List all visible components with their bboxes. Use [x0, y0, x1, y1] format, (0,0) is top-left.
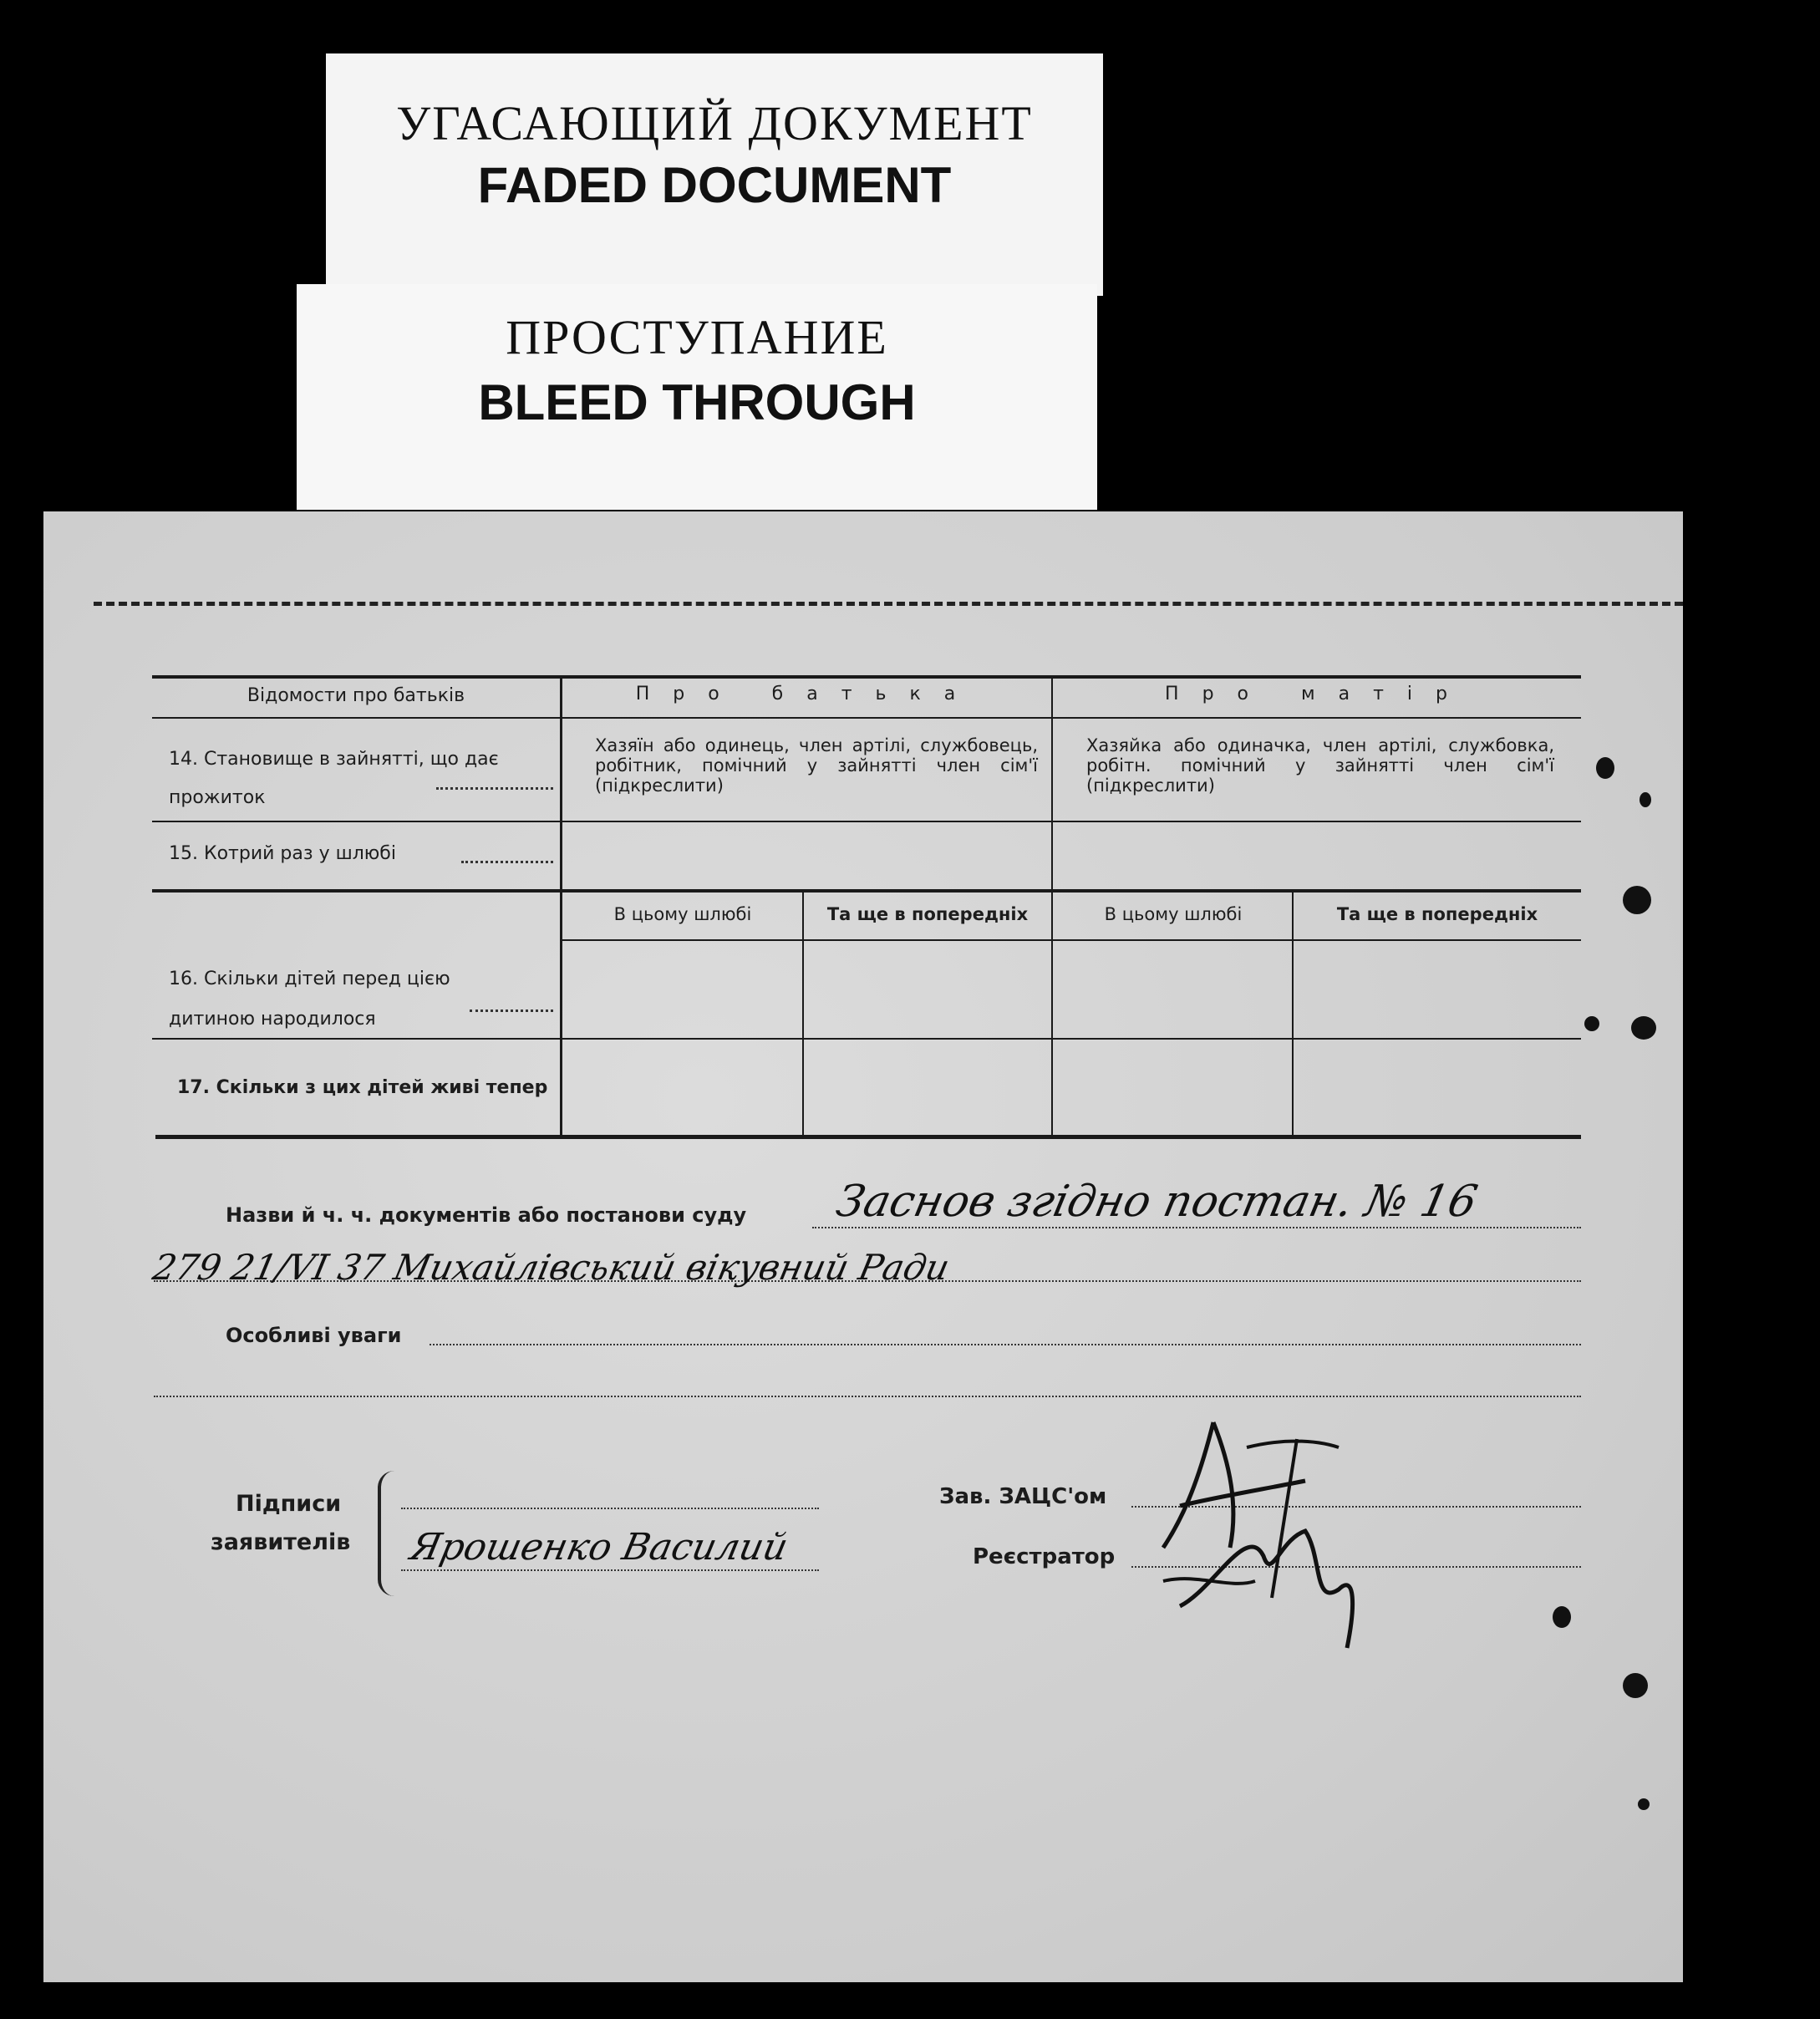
punch-mark-2 — [1640, 792, 1651, 807]
documents-label: Назви й ч. ч. документів або постанови суду — [226, 1203, 747, 1227]
signatures-label-2: заявителів — [211, 1529, 351, 1555]
table-bottom-rule — [155, 1135, 1581, 1139]
row14-leader-dots — [436, 787, 553, 790]
signatures-brace — [378, 1471, 398, 1596]
faded-document-card — [326, 53, 1103, 296]
official-signature — [1146, 1389, 1397, 1656]
subheader-father-this-marriage: В цьому шлюбі — [613, 904, 752, 924]
table-vline-1 — [560, 677, 562, 1138]
subheader-mother-previous: Та ще в попередніх — [1336, 904, 1538, 924]
header-mother: Про матір — [1165, 684, 1471, 704]
perforation-line — [94, 602, 1683, 606]
registrar-label: Реєстратор — [973, 1544, 1116, 1569]
punch-hole-1 — [1623, 886, 1651, 914]
remarks-line-1 — [430, 1344, 1581, 1345]
table-vline-2 — [1051, 677, 1053, 1138]
bleed-through-label-en: BLEED THROUGH — [478, 374, 916, 430]
bleed-through-label-ru: ПРОСТУПАНИЕ — [506, 310, 888, 364]
table-vline-3 — [802, 891, 804, 1138]
header-parents-info: Відомости про батьків — [247, 685, 465, 706]
documents-handwriting-2: 279 21/VI 37 Михайлівський вікувний Ради — [149, 1247, 953, 1288]
punch-mark-3 — [1584, 1016, 1599, 1031]
signatures-label-1: Підписи — [236, 1491, 342, 1517]
row15-leader-dots — [461, 861, 553, 863]
table-top-rule — [152, 675, 1581, 679]
punch-hole-2 — [1631, 1016, 1656, 1040]
table-vline-4 — [1292, 891, 1294, 1138]
subheader-rule — [562, 939, 1581, 941]
table-header-rule — [152, 717, 1581, 719]
faded-document-label-en: FADED DOCUMENT — [477, 157, 952, 213]
row15-rule — [152, 889, 1581, 893]
head-label: Зав. ЗАЦС'ом — [939, 1484, 1107, 1509]
documents-handwriting-1: Заснов згідно постан. № 16 — [831, 1177, 1482, 1227]
row14-father-options: Хазяїн або одинець, член артілі, службовець, робітник, помічний у зайнятті член сім'ї (підкреслити) — [595, 735, 1038, 796]
document-sheet — [43, 511, 1683, 1982]
applicant-signature: Ярошенко Василий — [406, 1526, 792, 1569]
faded-document-label-ru: УГАСАЮЩИЙ ДОКУМЕНТ — [396, 96, 1033, 150]
subheader-mother-this-marriage: В цьому шлюбі — [1104, 904, 1243, 924]
remarks-label: Особливі уваги — [226, 1324, 402, 1347]
row14-mother-options: Хазяйка або одиначка, член артілі, службовка, робітн. помічний у зайнятті член сім'ї (підкреслити) — [1086, 735, 1554, 796]
header-father: Про батька — [635, 684, 979, 704]
row16-label: 16. Скільки дітей перед цією дитиною народилося — [169, 969, 450, 1030]
signature-line-2 — [401, 1569, 819, 1571]
punch-mark-4 — [1553, 1606, 1571, 1628]
row15-label: 15. Котрий раз у шлюбі — [169, 843, 396, 864]
punch-mark-5 — [1638, 1798, 1650, 1810]
punch-mark-1 — [1596, 757, 1614, 779]
row17-label: 17. Скільки з цих дітей живі тепер — [177, 1077, 548, 1098]
row14-rule — [152, 821, 1581, 822]
subheader-father-previous: Та ще в попередніх — [826, 904, 1029, 924]
signature-line-1 — [401, 1508, 819, 1509]
documents-line-1 — [812, 1227, 1581, 1228]
row14-label: 14. Становище в зайнятті, що дає прожиток — [169, 749, 499, 808]
row16-leader-dots — [470, 1010, 553, 1012]
punch-hole-3 — [1623, 1673, 1648, 1698]
bleed-through-card — [297, 284, 1097, 510]
